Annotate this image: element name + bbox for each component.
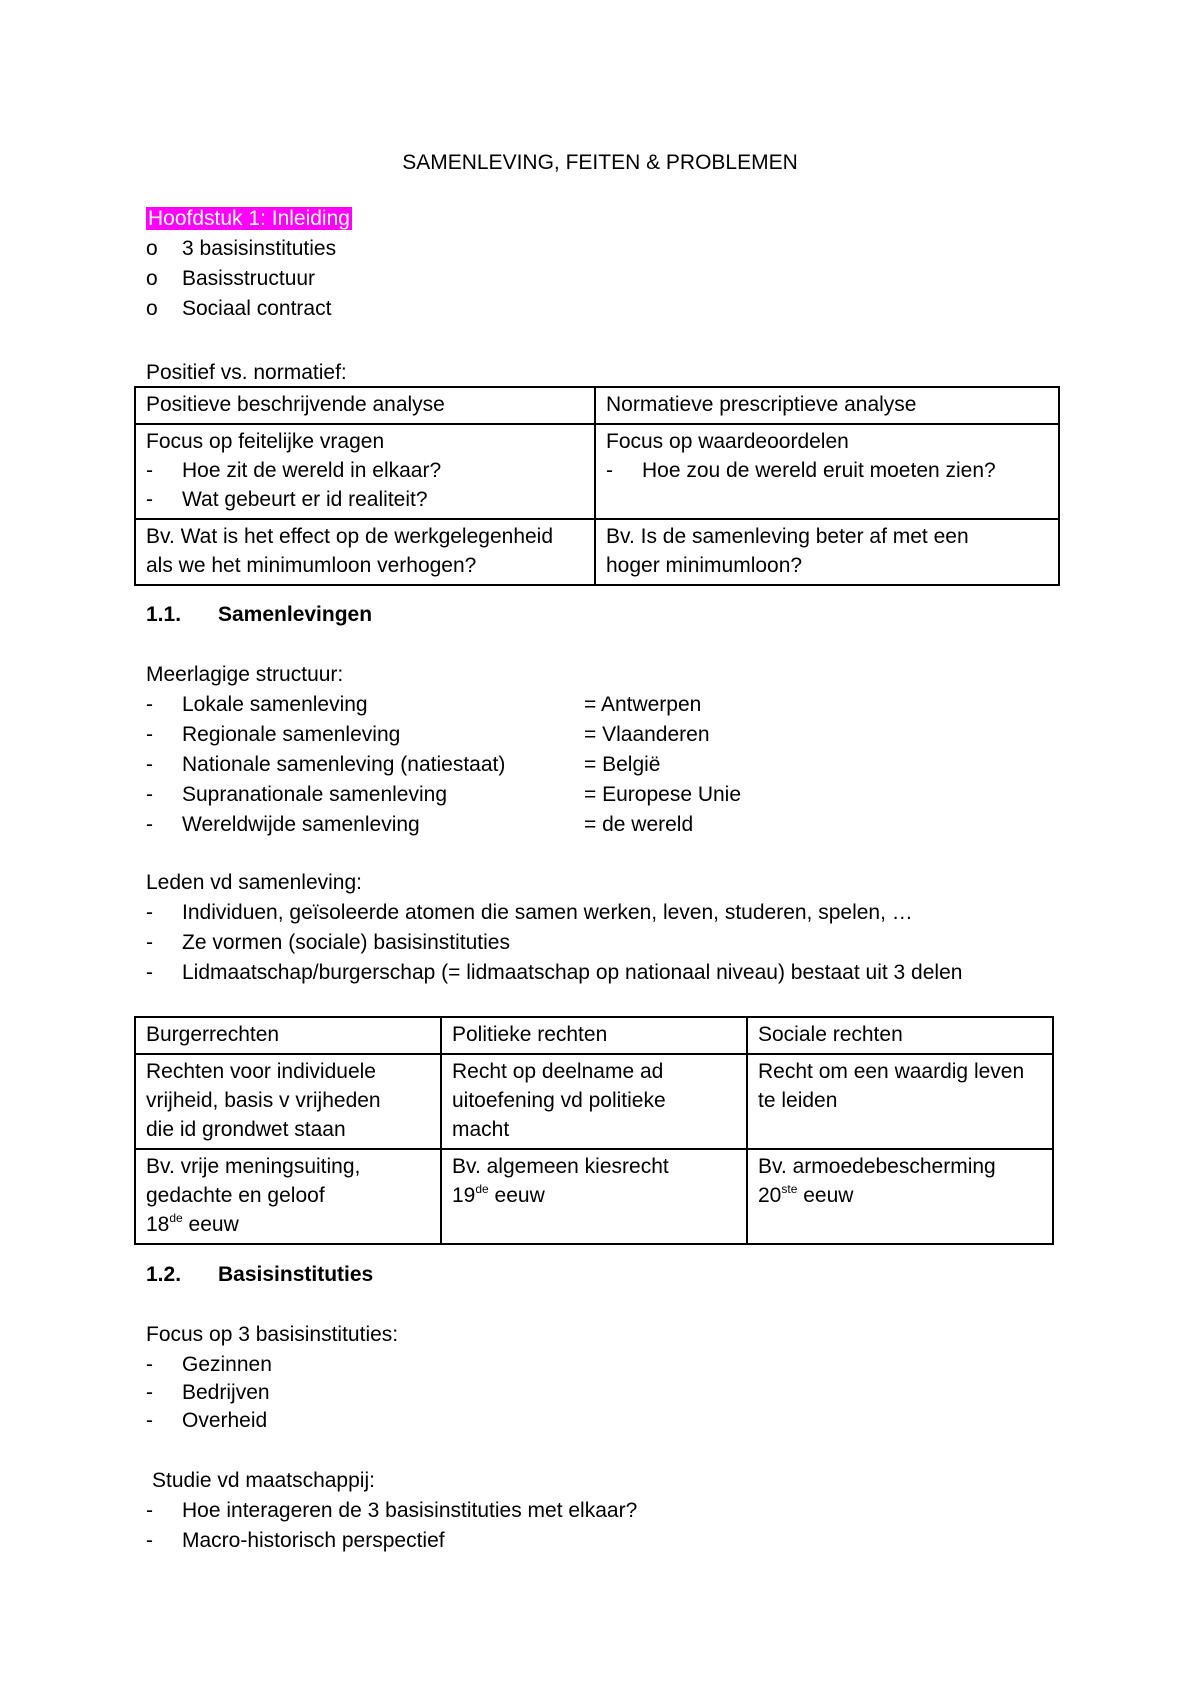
positive-normative-label: Positief vs. normatief: <box>146 361 347 384</box>
dash-bullet-icon: - <box>146 901 153 924</box>
dash-bullet-icon: - <box>146 1529 153 1552</box>
list-item: - Overheid <box>146 1409 268 1432</box>
dash-bullet-icon: - <box>146 961 153 984</box>
list-item: - Nationale samenleving (natiestaat) = België <box>146 753 661 776</box>
list-item: - Lidmaatschap/burgerschap (= lidmaatschap op nationaal niveau) bestaat uit 3 delen <box>146 961 963 984</box>
table-row <box>135 424 1059 519</box>
table-cell: Bv. Is de samenleving beter af met een hoger minimumloon? <box>595 519 1059 585</box>
chapter-heading <box>146 206 352 232</box>
table-cell <box>595 424 1059 519</box>
dash-bullet-icon: - <box>146 1353 153 1376</box>
list-item: - Individuen, geïsoleerde atomen die samen werken, leven, studeren, spelen, … <box>146 901 913 924</box>
structure-label: Meerlagige structuur: <box>146 663 344 686</box>
table-header-cell: Positieve beschrijvende analyse <box>135 387 595 424</box>
dash-bullet-icon: - <box>146 813 153 836</box>
list-item: - Wereldwijde samenleving = de wereld <box>146 813 694 836</box>
rights-table <box>134 1016 1054 1245</box>
table-header-cell: Sociale rechten <box>747 1017 1053 1054</box>
table-cell: Bv. vrije meningsuiting, gedachte en geloof 18de eeuw <box>135 1149 441 1244</box>
table-header-row <box>135 1017 1053 1054</box>
table-header-cell: Normatieve prescriptieve analyse <box>595 387 1059 424</box>
table-header-row <box>135 387 1059 424</box>
cell-title: Focus op waardeoordelen <box>606 430 849 453</box>
section-number: 1.2. <box>146 1263 182 1286</box>
cell-list-item: - Wat gebeurt er id realiteit? <box>146 488 428 511</box>
intro-item-text: Basisstructuur <box>182 267 316 290</box>
table-header-cell: Politieke rechten <box>441 1017 747 1054</box>
table-row <box>135 519 1059 585</box>
cell-title: Focus op feitelijke vragen <box>146 430 385 453</box>
members-label: Leden vd samenleving: <box>146 871 362 894</box>
circle-bullet-icon: o <box>146 237 158 260</box>
dash-bullet-icon: - <box>146 693 153 716</box>
table-row <box>135 1054 1053 1149</box>
intro-item-text: Sociaal contract <box>182 297 332 320</box>
table-cell: Bv. Wat is het effect op de werkgelegenheid als we het minimumloon verhogen? <box>135 519 595 585</box>
dash-bullet-icon: - <box>146 783 153 806</box>
positive-normative-table <box>134 386 1060 586</box>
section-number: 1.1. <box>146 603 182 626</box>
table-cell: Recht om een waardig leven te leiden <box>747 1054 1053 1149</box>
dash-bullet-icon: - <box>146 1381 153 1404</box>
dash-bullet-icon: - <box>146 1409 153 1432</box>
century-text: 18de eeuw <box>146 1211 239 1236</box>
century-text: 20ste eeuw <box>758 1182 854 1207</box>
list-item: - Gezinnen <box>146 1353 272 1376</box>
table-header-cell: Burgerrechten <box>135 1017 441 1054</box>
list-item: - Bedrijven <box>146 1381 270 1404</box>
cell-list-item: - Hoe zit de wereld in elkaar? <box>146 459 442 482</box>
intro-item-text: 3 basisinstituties <box>182 237 337 260</box>
section-heading: Basisinstituties <box>218 1263 374 1286</box>
list-item: - Regionale samenleving = Vlaanderen <box>146 723 710 746</box>
table-cell <box>135 424 595 519</box>
chapter-heading-text: Hoofdstuk 1: Inleiding <box>148 207 350 230</box>
table-cell: Rechten voor individuele vrijheid, basis v vrijheden die id grondwet staan <box>135 1054 441 1149</box>
list-item: - Ze vormen (sociale) basisinstituties <box>146 931 510 954</box>
table-cell: Recht op deelname ad uitoefening vd politieke macht <box>441 1054 747 1149</box>
cell-list-item: - Hoe zou de wereld eruit moeten zien? <box>606 459 996 482</box>
circle-bullet-icon: o <box>146 297 158 320</box>
dash-bullet-icon: - <box>146 1499 153 1522</box>
list-item: - Hoe interageren de 3 basisinstituties met elkaar? <box>146 1499 638 1522</box>
circle-bullet-icon: o <box>146 267 158 290</box>
study-label: Studie vd maatschappij: <box>152 1469 375 1492</box>
table-cell: Bv. armoedebescherming 20ste eeuw <box>747 1149 1053 1244</box>
list-item: - Lokale samenleving = Antwerpen <box>146 693 702 716</box>
table-cell: Bv. algemeen kiesrecht 19de eeuw <box>441 1149 747 1244</box>
document-title: SAMENLEVING, FEITEN & PROBLEMEN <box>402 151 798 174</box>
dash-bullet-icon: - <box>146 723 153 746</box>
list-item: - Macro-historisch perspectief <box>146 1529 445 1552</box>
focus-label: Focus op 3 basisinstituties: <box>146 1323 399 1346</box>
dash-bullet-icon: - <box>146 931 153 954</box>
table-row <box>135 1149 1053 1244</box>
list-item: - Supranationale samenleving = Europese Unie <box>146 783 742 806</box>
century-text: 19de eeuw <box>452 1182 545 1207</box>
dash-bullet-icon: - <box>146 753 153 776</box>
section-heading: Samenlevingen <box>218 603 373 626</box>
